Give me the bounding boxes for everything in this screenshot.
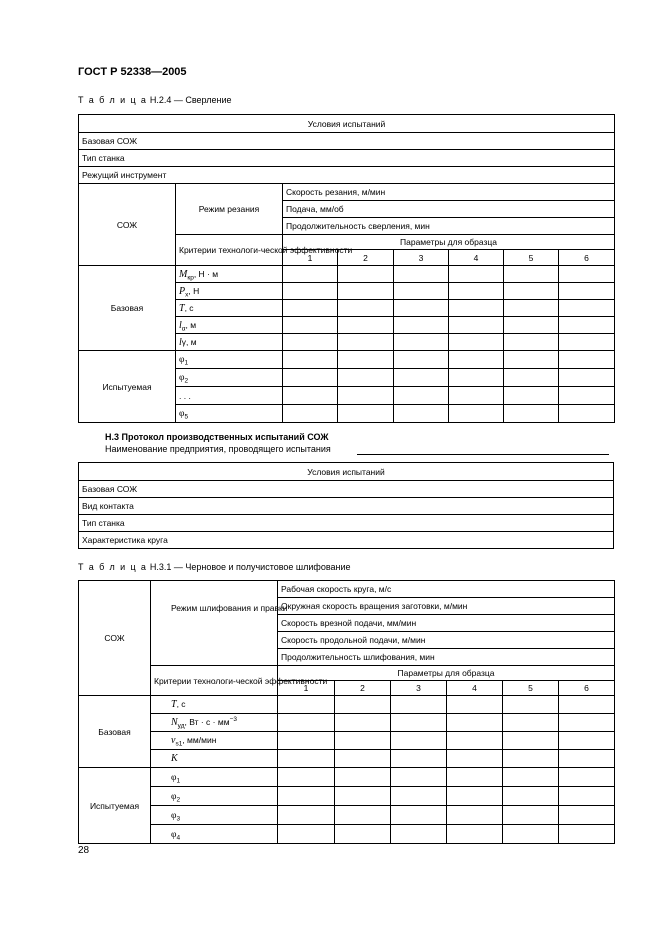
test-label: Испытуемая — [79, 768, 151, 844]
sample-number: 4 — [449, 250, 504, 266]
table-row — [79, 825, 615, 844]
mode-param: Скорость врезной подачи, мм/мин — [278, 615, 615, 632]
base-label: Базовая — [79, 696, 151, 768]
mode-param: Рабочая скорость круга, м/с — [278, 581, 615, 598]
criterion-cell: K — [151, 750, 278, 768]
conditions-row: Базовая СОЖ — [79, 481, 614, 498]
criterion-cell: $\varphi_1$ — [176, 351, 283, 369]
params-header: Параметры для образца — [278, 666, 615, 681]
enterprise-fill-line — [357, 454, 609, 455]
document-header: ГОСТ Р 52338—2005 — [78, 66, 187, 78]
params-header: Параметры для образца — [283, 235, 615, 250]
mode-param: Продолжительность сверления, мин — [283, 218, 615, 235]
page-number: 28 — [78, 845, 90, 856]
base-label: Базовая — [79, 266, 176, 351]
machine-type-row: Тип станка — [79, 150, 615, 167]
conditions-header: Условия испытаний — [79, 463, 614, 481]
table-caption — [78, 562, 351, 572]
table-row — [79, 768, 615, 787]
mode-param: Скорость продольной подачи, м/мин — [278, 632, 615, 649]
criteria-header: Критерии технологи-ческой эффективности — [151, 666, 278, 696]
criterion-cell: $\varphi_3$ — [151, 806, 278, 825]
caption-text: Н.2.4 — Сверление — [149, 95, 232, 105]
cutting-mode-header: Режим резания — [176, 184, 283, 235]
conditions-row: Тип станка — [79, 515, 614, 532]
criterion-cell: $M_{кр}$, Н · м — [176, 266, 283, 283]
sample-number: 2 — [335, 681, 391, 696]
enterprise-label: Наименование предприятия, проводящего испытания — [105, 444, 331, 454]
criterion-cell: $\varphi_2$ — [151, 787, 278, 806]
sample-number: 1 — [278, 681, 335, 696]
table-h24 — [78, 114, 615, 423]
soj-header: СОЖ — [79, 184, 176, 266]
mode-param: Окружная скорость вращения заготовки, м/мин — [278, 598, 615, 615]
sample-number: 6 — [559, 250, 615, 266]
table-h31 — [78, 580, 615, 844]
criterion-cell: $N_{уд}$, Вт · $с \cdot мм^{-3}$ — [151, 714, 278, 732]
conditions-table — [78, 462, 614, 549]
criterion-cell: $\varphi_2$ — [176, 369, 283, 387]
criterion-cell: T, с — [151, 696, 278, 714]
criteria-header: Критерии технологи-ческой эффективности — [176, 235, 283, 266]
criterion-cell: lγ, м — [176, 334, 283, 351]
criterion-cell: $l_\alpha$, м — [176, 317, 283, 334]
section-title: Протокол производственных испытаний СОЖ — [121, 432, 329, 442]
mode-param: Продолжительность шлифования, мин — [278, 649, 615, 666]
sample-number: 4 — [447, 681, 503, 696]
criterion-cell: $\varphi_4$ — [151, 825, 278, 844]
mode-param: Скорость резания, м/мин — [283, 184, 615, 201]
base-fluid-row: Базовая СОЖ — [79, 133, 615, 150]
table-row — [79, 732, 615, 750]
caption-prefix: Т а б л и ц а — [78, 562, 148, 572]
table-row — [79, 266, 615, 283]
soj-header: СОЖ — [79, 581, 151, 696]
grinding-mode-header: Режим шлифования и правки — [151, 581, 278, 666]
caption-text: Н.3.1 — Черновое и получистовое шлифование — [149, 562, 351, 572]
table-row — [79, 714, 615, 732]
sample-number: 1 — [283, 250, 338, 266]
conditions-header: Условия испытаний — [79, 115, 615, 133]
table-row — [79, 750, 615, 768]
table-row — [79, 806, 615, 825]
criterion-cell: $\varphi_5$ — [176, 405, 283, 423]
section-heading — [105, 432, 329, 442]
sample-number: 6 — [559, 681, 615, 696]
criterion-cell: T, с — [176, 300, 283, 317]
sample-number: 5 — [504, 250, 559, 266]
criterion-cell: $\varphi_1$ — [151, 768, 278, 787]
table-row — [79, 351, 615, 369]
cutting-tool-row: Режущий инструмент — [79, 167, 615, 184]
criterion-cell: $v_{s1}$, мм/мин — [151, 732, 278, 750]
criterion-cell: $P_x$, Н — [176, 283, 283, 300]
sample-number: 3 — [394, 250, 449, 266]
sample-number: 3 — [391, 681, 447, 696]
conditions-row: Вид контакта — [79, 498, 614, 515]
sample-number: 2 — [338, 250, 394, 266]
conditions-row: Характеристика круга — [79, 532, 614, 549]
table-row — [79, 787, 615, 806]
test-label: Испытуемая — [79, 351, 176, 423]
section-number: Н.3 — [105, 432, 120, 442]
sample-number: 5 — [503, 681, 559, 696]
criterion-cell: . . . — [176, 387, 283, 405]
table-caption — [78, 95, 231, 105]
table-row — [79, 696, 615, 714]
caption-prefix: Т а б л и ц а — [78, 95, 148, 105]
mode-param: Подача, мм/об — [283, 201, 615, 218]
